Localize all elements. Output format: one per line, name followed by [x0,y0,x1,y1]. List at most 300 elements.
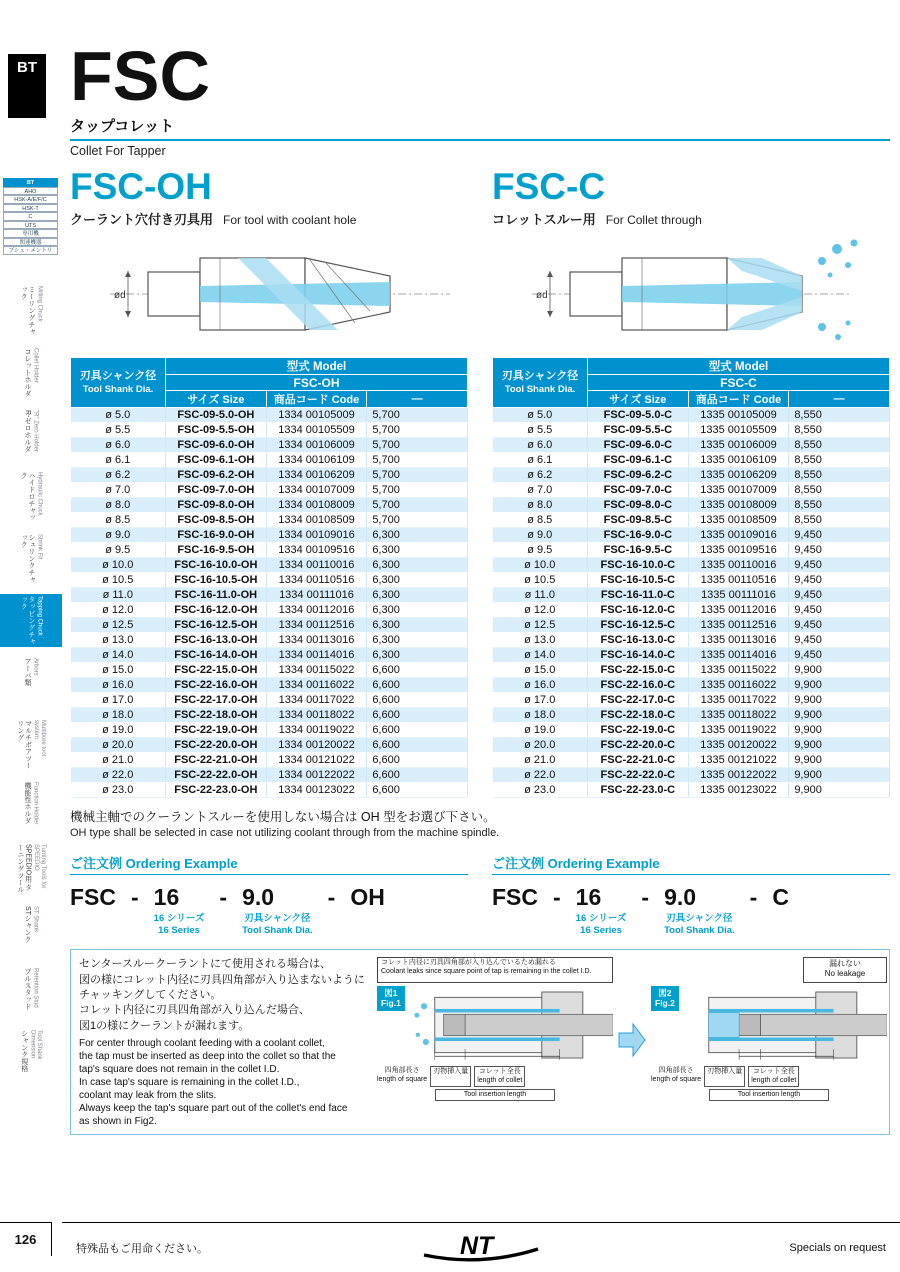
shank-dia-cell: ø 20.0 [493,738,588,753]
order-shank: 9.0 [242,884,275,911]
shank-dia-cell: ø 5.0 [493,408,588,423]
shank-dia-cell: ø 12.5 [71,618,166,633]
table-row [493,408,890,423]
svg-text:NT: NT [460,1232,494,1260]
footer-note-en: Specials on request [789,1241,886,1254]
category-item [0,656,62,709]
dim-square-label: 四角部長さ length of square [377,1067,428,1083]
shank-dia-cell: ø 8.0 [493,498,588,513]
size-cell: FSC-16-12.5-OH [166,618,267,633]
col-header-code: 商品コード Code [266,391,367,408]
code-cell: 1335 00110016 [688,558,789,573]
caution-line-en: In case tap's square is remaining in the collet I.D., [79,1077,300,1089]
category-label-en: Tool Shank Dimension [29,1030,42,1060]
code-cell: 1335 00114016 [688,648,789,663]
code-cell: 1335 00113016 [688,633,789,648]
order-separator: - [327,884,336,911]
code-cell: 1335 00109516 [688,543,789,558]
price-cell: 9,900 [789,723,890,738]
code-cell: 1334 00108509 [266,513,367,528]
size-cell: FSC-09-6.1-OH [166,453,267,468]
category-label-en: Turning Tools for SPEEDIO [33,844,46,889]
price-cell: 9,450 [789,618,890,633]
code-cell: 1334 00120022 [266,738,367,753]
price-cell: 6,600 [367,693,468,708]
col-header-code: 商品コード Code [688,391,789,408]
table-row [71,453,468,468]
code-cell: 1335 00123022 [688,783,789,798]
caution-line-en: the tap must be inserted as deep into the collet so that the [79,1051,336,1063]
category-item [0,1028,62,1081]
price-cell: 5,700 [367,438,468,453]
table-row [71,573,468,588]
price-cell: 9,900 [789,738,890,753]
caution-line-jp: コレット内径に刃具四角部が入り込んだ場合、 [79,1004,310,1017]
code-cell: 1335 00110516 [688,573,789,588]
size-cell: FSC-22-16.0-C [588,678,689,693]
svg-text:ød: ød [114,290,126,302]
price-cell: 6,300 [367,543,468,558]
page-footer [62,1222,900,1272]
size-cell: FSC-16-12.0-OH [166,603,267,618]
order-prefix: FSC [70,884,116,911]
price-cell: 5,700 [367,468,468,483]
shank-dia-cell: ø 5.5 [71,423,166,438]
col-header-shank-jp: 刃具シャンク径 [501,370,579,383]
table-row [493,513,890,528]
shank-dia-cell: ø 8.5 [493,513,588,528]
code-cell: 1334 00116022 [266,678,367,693]
size-cell: FSC-22-21.0-C [588,753,689,768]
size-cell: FSC-09-6.2-OH [166,468,267,483]
shank-dia-cell: ø 10.0 [493,558,588,573]
price-cell: 8,550 [789,483,890,498]
series-nav-item: AHO [3,187,58,196]
category-label-en: Hydraulic Chuck [36,472,43,516]
table-row [493,438,890,453]
code-cell: 1335 00106209 [688,468,789,483]
code-cell: 1335 00106009 [688,438,789,453]
accent-rule [70,139,890,141]
ordering-title: ご注文例 Ordering Example [492,853,890,875]
caution-box [70,949,890,1135]
price-cell: 8,550 [789,498,890,513]
table-row [493,603,890,618]
section-sub-en: For tool with coolant hole [223,213,357,228]
shank-dia-cell: ø 19.0 [71,723,166,738]
price-cell: 9,450 [789,648,890,663]
size-cell: FSC-09-5.5-OH [166,423,267,438]
code-cell: 1335 00122022 [688,768,789,783]
category-item [0,718,62,771]
table-row [493,738,890,753]
price-cell: 6,600 [367,768,468,783]
shank-dia-cell: ø 6.0 [71,438,166,453]
size-cell: FSC-16-12.5-C [588,618,689,633]
category-label-en: Shrink Fit [36,534,43,560]
table-row [71,588,468,603]
code-cell: 1334 00106209 [266,468,367,483]
shank-dia-cell: ø 12.0 [71,603,166,618]
code-cell: 1334 00113016 [266,633,367,648]
size-cell: FSC-09-5.0-C [588,408,689,423]
table-row [493,423,890,438]
shank-dia-cell: ø 10.5 [71,573,166,588]
ordering-title: ご注文例 Ordering Example [70,853,468,875]
code-cell: 1335 00111016 [688,588,789,603]
shank-dia-cell: ø 8.5 [71,513,166,528]
fig2-block [651,957,887,1127]
code-cell: 1334 00110516 [266,573,367,588]
table-row [71,693,468,708]
note-en: OH type shall be selected in case not utilizing coolant through from the machine spindle. [70,827,500,840]
price-cell: 6,300 [367,648,468,663]
code-cell: 1334 00105009 [266,408,367,423]
series-nav-item: 専用機 [3,229,58,238]
size-cell: FSC-22-19.0-OH [166,723,267,738]
dim-collet-label: コレット全長 length of collet [748,1066,799,1087]
category-label-jp: STシャンク [24,906,32,943]
code-cell: 1335 00108009 [688,498,789,513]
price-cell: 6,300 [367,603,468,618]
code-cell: 1334 00115022 [266,663,367,678]
series-nav-list [3,178,58,255]
shank-dia-cell: ø 9.5 [493,543,588,558]
series-nav-item: BT [3,178,58,187]
shank-dia-cell: ø 16.0 [71,678,166,693]
code-cell: 1334 00114016 [266,648,367,663]
col-header-shank-en: Tool Shank Dia. [82,383,154,395]
ordering-example-c [492,853,890,936]
table-row [71,408,468,423]
table-row [71,678,468,693]
collet-diagram-c [492,231,890,357]
series-band-oh: FSC-OH [166,375,468,391]
category-label-en: Collet Holder [32,348,39,383]
shank-dia-cell: ø 21.0 [71,753,166,768]
table-row [493,783,890,798]
code-cell: 1334 00121022 [266,753,367,768]
size-cell: FSC-09-8.5-OH [166,513,267,528]
category-label-en: Milling Chuck [36,286,43,322]
price-cell: 6,600 [367,753,468,768]
shank-dia-cell: ø 10.0 [71,558,166,573]
shank-dia-cell: ø 18.0 [493,708,588,723]
left-sidebar [0,0,62,1272]
collet-diagram-oh [70,231,468,357]
size-cell: FSC-09-7.0-C [588,483,689,498]
series-band-c: FSC-C [588,375,890,391]
series-nav-item: HSK-A/E/F/C [3,195,58,204]
series-nav-item: UTS [3,221,58,230]
category-label-en: Multibore tool system [33,720,46,757]
ordering-code-c [492,884,890,936]
table-row [493,618,890,633]
price-cell: 6,300 [367,633,468,648]
size-cell: FSC-16-14.0-C [588,648,689,663]
col-header-shank [493,358,588,408]
code-cell: 1335 00108509 [688,513,789,528]
table-row [71,468,468,483]
order-prefix: FSC [492,884,538,911]
table-row [493,543,890,558]
order-shank: 9.0 [664,884,697,911]
table-row [493,663,890,678]
price-cell: 8,550 [789,468,890,483]
table-row [71,708,468,723]
category-label-jp: マルチボアツーリング [16,720,32,769]
order-separator: - [749,884,758,911]
shank-dia-cell: ø 13.0 [493,633,588,648]
category-label-jp: シュリンクチャック [20,534,35,583]
table-row [71,558,468,573]
size-cell: FSC-16-11.0-OH [166,588,267,603]
price-cell: 6,300 [367,558,468,573]
caution-line-jp: センタースルークーラントにて使用される場合は、 [79,958,332,971]
ordering-example-oh [70,853,468,936]
size-cell: FSC-22-18.0-C [588,708,689,723]
shank-dia-cell: ø 15.0 [493,663,588,678]
size-cell: FSC-16-12.0-C [588,603,689,618]
size-cell: FSC-22-23.0-C [588,783,689,798]
size-cell: FSC-16-13.0-C [588,633,689,648]
shank-dia-cell: ø 9.0 [71,528,166,543]
code-cell: 1334 00109016 [266,528,367,543]
ordering-code-oh [70,884,468,936]
caution-figures [377,957,887,1127]
size-cell: FSC-16-13.0-OH [166,633,267,648]
code-cell: 1335 00107009 [688,483,789,498]
table-row [493,753,890,768]
code-cell: 1334 00106009 [266,438,367,453]
category-label-jp: R-ゼロホルダ [24,410,32,453]
section-fsc-c [492,168,890,798]
size-cell: FSC-22-15.0-C [588,663,689,678]
shank-dia-cell: ø 6.1 [71,453,166,468]
shank-dia-cell: ø 6.2 [71,468,166,483]
table-row [71,783,468,798]
size-cell: FSC-22-17.0-C [588,693,689,708]
price-cell: 9,450 [789,558,890,573]
table-row [71,498,468,513]
caution-line-en: as shown in Fig2. [79,1116,157,1128]
series-nav-item: C [3,212,58,221]
table-row [493,468,890,483]
category-item [0,284,62,337]
table-row [71,633,468,648]
nt-logo [416,1231,546,1270]
collet-drawing-c [492,231,890,357]
shank-dia-cell: ø 14.0 [493,648,588,663]
series-nav-item: HSK-T [3,204,58,213]
price-cell: 6,600 [367,708,468,723]
section-sub-c [492,209,890,228]
size-cell: FSC-16-9.0-OH [166,528,267,543]
table-row [71,738,468,753]
shank-dia-cell: ø 20.0 [71,738,166,753]
price-cell: 9,450 [789,573,890,588]
code-cell: 1334 00111016 [266,588,367,603]
fig2-tag: 図2 Fig.2 [651,986,679,1010]
table-row [493,573,890,588]
arrow-right-icon [617,1020,647,1065]
table-row [493,528,890,543]
code-cell: 1335 00117022 [688,693,789,708]
category-item [0,780,62,833]
price-cell: 9,450 [789,603,890,618]
size-cell: FSC-16-10.0-OH [166,558,267,573]
price-cell: 5,700 [367,423,468,438]
shank-dia-cell: ø 23.0 [493,783,588,798]
dim-insert-label: 刃物挿入量 [430,1066,471,1087]
table-row [71,768,468,783]
order-series: 16 [153,884,180,911]
code-cell: 1334 00106109 [266,453,367,468]
code-cell: 1335 00118022 [688,708,789,723]
shank-dia-cell: ø 6.1 [493,453,588,468]
size-cell: FSC-22-22.0-OH [166,768,267,783]
table-row [493,648,890,663]
price-cell: 5,700 [367,498,468,513]
category-label-jp: ハイドロチャック [20,472,35,521]
size-cell: FSC-22-16.0-OH [166,678,267,693]
category-item [0,532,62,585]
col-header-price: — [367,391,468,408]
code-cell: 1334 00105509 [266,423,367,438]
category-label-en: Arbors [32,658,39,676]
col-header-shank-en: Tool Shank Dia. [504,383,576,395]
section-sub-oh [70,209,468,228]
price-cell: 5,700 [367,408,468,423]
page-subtitle-en: Collet For Tapper [70,144,166,159]
col-header-model: 型式 Model [588,358,890,375]
shank-dia-cell: ø 14.0 [71,648,166,663]
code-cell: 1335 00109016 [688,528,789,543]
footer-note-jp: 特殊品もご用命ください。 [76,1242,208,1255]
table-row [71,483,468,498]
col-header-size: サイズ Size [166,391,267,408]
main-content [70,37,890,1135]
shank-dia-cell: ø 6.2 [493,468,588,483]
code-cell: 1335 00116022 [688,678,789,693]
product-table-oh [70,357,468,798]
order-separator: - [553,884,561,911]
shank-dia-cell: ø 7.0 [71,483,166,498]
size-cell: FSC-09-6.2-C [588,468,689,483]
size-cell: FSC-09-5.0-OH [166,408,267,423]
dim-tool-insertion-label: Tool insertion length [709,1089,829,1101]
shank-dia-cell: ø 13.0 [71,633,166,648]
table-row [493,633,890,648]
table-row [493,588,890,603]
col-header-shank [71,358,166,408]
category-label-jp: タッピングチャック [20,596,35,645]
code-cell: 1334 00110016 [266,558,367,573]
price-cell: 9,450 [789,633,890,648]
code-cell: 1334 00108009 [266,498,367,513]
caution-line-jp: チャッキングしてください。 [79,988,222,1001]
category-item [0,594,62,647]
price-cell: 6,600 [367,738,468,753]
code-cell: 1335 00120022 [688,738,789,753]
shank-dia-cell: ø 5.5 [493,423,588,438]
table-row [71,423,468,438]
table-row [71,753,468,768]
size-cell: FSC-22-21.0-OH [166,753,267,768]
caution-text-en [79,1037,367,1128]
size-cell: FSC-16-9.5-C [588,543,689,558]
shank-dia-cell: ø 12.0 [493,603,588,618]
table-row [493,768,890,783]
order-series-label: 16 シリーズ 16 Series [575,913,627,936]
code-cell: 1335 00119022 [688,723,789,738]
price-cell: 9,900 [789,768,890,783]
category-label-en: Tapping Chuck [36,596,43,636]
code-cell: 1334 00119022 [266,723,367,738]
col-header-size: サイズ Size [588,391,689,408]
size-cell: FSC-16-11.0-C [588,588,689,603]
code-cell: 1335 00115022 [688,663,789,678]
table-row [71,603,468,618]
code-cell: 1334 00118022 [266,708,367,723]
dim-square-label: 四角部長さ length of square [651,1067,702,1083]
category-item [0,408,62,461]
size-cell: FSC-16-10.5-C [588,573,689,588]
caution-line-en: For center through coolant feeding with a coolant collet, [79,1038,325,1050]
price-cell: 6,600 [367,678,468,693]
fig1-drawing [408,986,613,1064]
size-cell: FSC-09-8.5-C [588,513,689,528]
order-separator: - [641,884,650,911]
section-heading-c: FSC-C [492,166,606,208]
code-cell: 1335 00112516 [688,618,789,633]
product-table-c [492,357,890,798]
table-row [71,543,468,558]
table-row [493,453,890,468]
code-cell: 1334 00112516 [266,618,367,633]
fig1-block [377,957,613,1127]
table-row [71,663,468,678]
shank-dia-cell: ø 19.0 [493,723,588,738]
size-cell: FSC-09-6.0-C [588,438,689,453]
size-cell: FSC-22-17.0-OH [166,693,267,708]
code-cell: 1334 00117022 [266,693,367,708]
category-label-jp: SPEEDIO用 ターニングツール [16,844,32,893]
size-cell: FSC-09-8.0-C [588,498,689,513]
shank-dia-cell: ø 10.5 [493,573,588,588]
shank-dia-cell: ø 15.0 [71,663,166,678]
size-cell: FSC-22-15.0-OH [166,663,267,678]
series-tab-bt: BT [8,54,46,118]
size-cell: FSC-22-20.0-OH [166,738,267,753]
shank-dia-cell: ø 5.0 [71,408,166,423]
category-label-jp: ミーリングチャック [20,286,35,335]
price-cell: 5,700 [367,483,468,498]
size-cell: FSC-09-6.0-OH [166,438,267,453]
table-row [493,678,890,693]
category-label-jp: コレットホルダ [24,348,32,397]
price-cell: 6,600 [367,723,468,738]
size-cell: FSC-09-6.1-C [588,453,689,468]
shank-dia-cell: ø 11.0 [493,588,588,603]
fig1-caption: コレット内径に刃具四角部が入り込んでいるため漏れる Coolant leaks since square point of tap is remaining in the collet I.D. [377,957,613,983]
shank-dia-cell: ø 17.0 [71,693,166,708]
category-label-en: "R" Zero Holder [32,410,39,452]
dim-tool-insertion-label: Tool insertion length [435,1089,555,1101]
price-cell: 9,450 [789,528,890,543]
shank-dia-cell: ø 7.0 [493,483,588,498]
section-sub-jp: クーラント穴付き刃具用 [70,212,214,228]
